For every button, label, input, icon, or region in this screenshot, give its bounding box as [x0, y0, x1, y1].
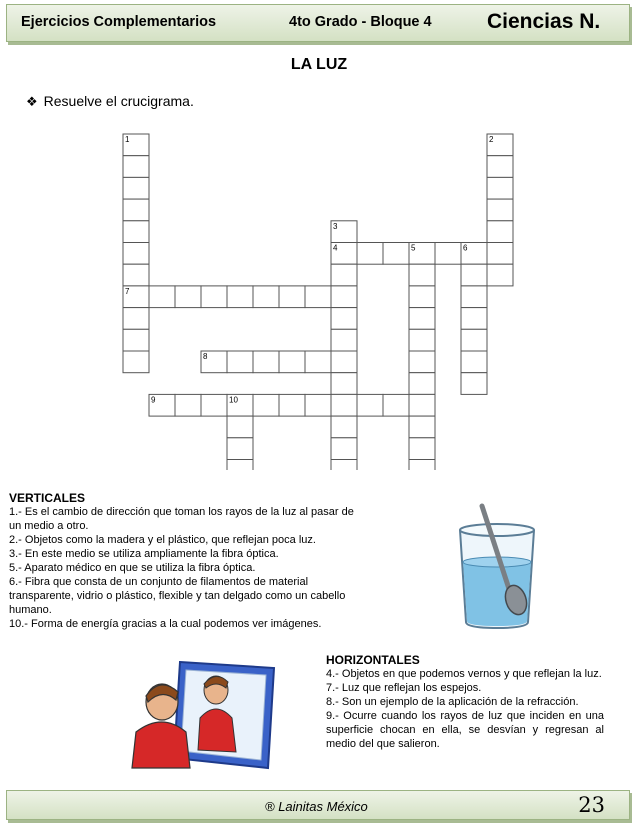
vertical-clue: 1.- Es el cambio de dirección que toman los rayos de la luz al pasar de un medio a otro.: [9, 506, 354, 532]
crossword-cell[interactable]: [305, 394, 331, 416]
bullet-icon: ❖: [26, 94, 38, 109]
crossword-cell[interactable]: [409, 373, 435, 395]
clue-number: 6: [463, 243, 468, 253]
crossword-cell[interactable]: [409, 308, 435, 330]
crossword-cell[interactable]: [227, 351, 253, 373]
crossword-cell[interactable]: [305, 351, 331, 373]
crossword-cell[interactable]: [487, 221, 513, 243]
crossword-cell[interactable]: [227, 438, 253, 460]
crossword-cell[interactable]: [305, 286, 331, 308]
crossword-cell[interactable]: [175, 394, 201, 416]
crossword-cell[interactable]: [331, 329, 357, 351]
crossword-cell[interactable]: [253, 286, 279, 308]
horizontal-clue: 9.- Ocurre cuando los rayos de luz que inciden en una superficie chocan en ella, se desvían y regresan al medio del que salieron.: [326, 710, 604, 750]
crossword-cell[interactable]: [123, 156, 149, 178]
crossword-cell[interactable]: [123, 308, 149, 330]
crossword-cell[interactable]: [487, 177, 513, 199]
crossword-cell[interactable]: [331, 264, 357, 286]
header-subject: Ejercicios Complementarios: [21, 14, 217, 30]
vertical-clue: 5.- Aparato médico en que se utiliza la fibra óptica.: [9, 562, 256, 574]
crossword-cell[interactable]: [331, 286, 357, 308]
crossword-cell[interactable]: [357, 394, 383, 416]
crossword-cell[interactable]: [487, 243, 513, 265]
crossword-cell[interactable]: [383, 394, 409, 416]
page-footer: [6, 790, 630, 820]
vertical-heading: VERTICALES: [9, 491, 86, 505]
crossword-cell[interactable]: [409, 416, 435, 438]
crossword-cell[interactable]: [409, 264, 435, 286]
horizontal-heading: HORIZONTALES: [326, 653, 420, 667]
crossword-cell[interactable]: [461, 351, 487, 373]
horizontal-clue: 4.- Objetos en que podemos vernos y que reflejan la luz.: [326, 668, 602, 680]
horizontal-clue: 8.- Son un ejemplo de la aplicación de la refracción.: [326, 696, 579, 708]
crossword-cell[interactable]: [461, 308, 487, 330]
clue-number: 10: [229, 395, 238, 405]
header-course: Ciencias N.: [487, 10, 601, 33]
crossword-cell[interactable]: [123, 221, 149, 243]
crossword-cell[interactable]: [175, 286, 201, 308]
vertical-clues: [9, 491, 369, 631]
crossword-cell[interactable]: [123, 264, 149, 286]
crossword-cell[interactable]: [409, 460, 435, 471]
crossword-cell[interactable]: [227, 416, 253, 438]
crossword-cell[interactable]: [123, 243, 149, 265]
crossword-cell[interactable]: [201, 286, 227, 308]
crossword-cell[interactable]: [253, 394, 279, 416]
clue-number: 8: [203, 352, 208, 361]
crossword-cell[interactable]: [279, 351, 305, 373]
crossword-cell[interactable]: [461, 373, 487, 395]
page-title: LA LUZ: [290, 56, 348, 73]
clue-number: 7: [125, 286, 130, 296]
instruction-text: Resuelve el crucigrama.: [43, 93, 194, 109]
crossword-cell[interactable]: [331, 416, 357, 438]
horizontal-clue: 7.- Luz que reflejan los espejos.: [326, 682, 482, 694]
crossword-cell[interactable]: [123, 351, 149, 373]
crossword-cell[interactable]: [409, 351, 435, 373]
crossword-cell[interactable]: [331, 394, 357, 416]
crossword-cell[interactable]: [487, 156, 513, 178]
boy-mirror-illustration: [128, 660, 278, 770]
crossword-cell[interactable]: [331, 460, 357, 471]
vertical-clue: 6.- Fibra que consta de un conjunto de filamentos de material transparente, vidrio o plástico, flexible y tan delgado como un cabello humano.: [9, 576, 346, 616]
crossword-cell[interactable]: [383, 243, 409, 265]
crossword-cell[interactable]: [331, 351, 357, 373]
crossword-cell[interactable]: [123, 329, 149, 351]
clue-number: 5: [411, 243, 416, 253]
clue-number: 3: [333, 221, 338, 231]
crossword-cell[interactable]: [201, 394, 227, 416]
clue-number: 9: [151, 395, 156, 405]
crossword-cell[interactable]: [357, 243, 383, 265]
horizontal-clues: [326, 653, 604, 751]
crossword-cell[interactable]: [487, 264, 513, 286]
footer-brand: ® Lainitas México: [265, 799, 368, 814]
crossword-cell[interactable]: [461, 264, 487, 286]
crossword-cell[interactable]: [331, 373, 357, 395]
page-number: 23: [578, 793, 605, 817]
crossword-cell[interactable]: [123, 177, 149, 199]
crossword-cell[interactable]: [409, 394, 435, 416]
crossword-cell[interactable]: [331, 308, 357, 330]
crossword-cell[interactable]: [409, 329, 435, 351]
vertical-clue: 2.- Objetos como la madera y el plástico, que reflejan poca luz.: [9, 534, 316, 546]
crossword-cell[interactable]: [279, 286, 305, 308]
clue-number: 2: [489, 135, 494, 144]
crossword-cell[interactable]: [409, 286, 435, 308]
clue-number: 4: [333, 243, 338, 253]
crossword-cell[interactable]: [461, 286, 487, 308]
crossword-cell[interactable]: [435, 243, 461, 265]
clue-number: 1: [125, 135, 130, 144]
crossword-cell[interactable]: [227, 460, 253, 471]
crossword-cell[interactable]: [279, 394, 305, 416]
crossword-cell[interactable]: [227, 286, 253, 308]
crossword-cell[interactable]: [461, 329, 487, 351]
vertical-clue: 3.- En este medio se utiliza ampliamente la fibra óptica.: [9, 548, 279, 560]
crossword-cell[interactable]: [253, 351, 279, 373]
crossword-cell[interactable]: [409, 438, 435, 460]
vertical-clue: 10.- Forma de energía gracias a la cual podemos ver imágenes.: [9, 618, 322, 630]
header-grade: 4to Grado - Bloque 4: [289, 14, 432, 30]
glass-spoon-illustration: [452, 500, 542, 630]
crossword-cell[interactable]: [123, 199, 149, 221]
crossword-cell[interactable]: [149, 286, 175, 308]
crossword-cell[interactable]: [487, 199, 513, 221]
crossword-cell[interactable]: [331, 438, 357, 460]
